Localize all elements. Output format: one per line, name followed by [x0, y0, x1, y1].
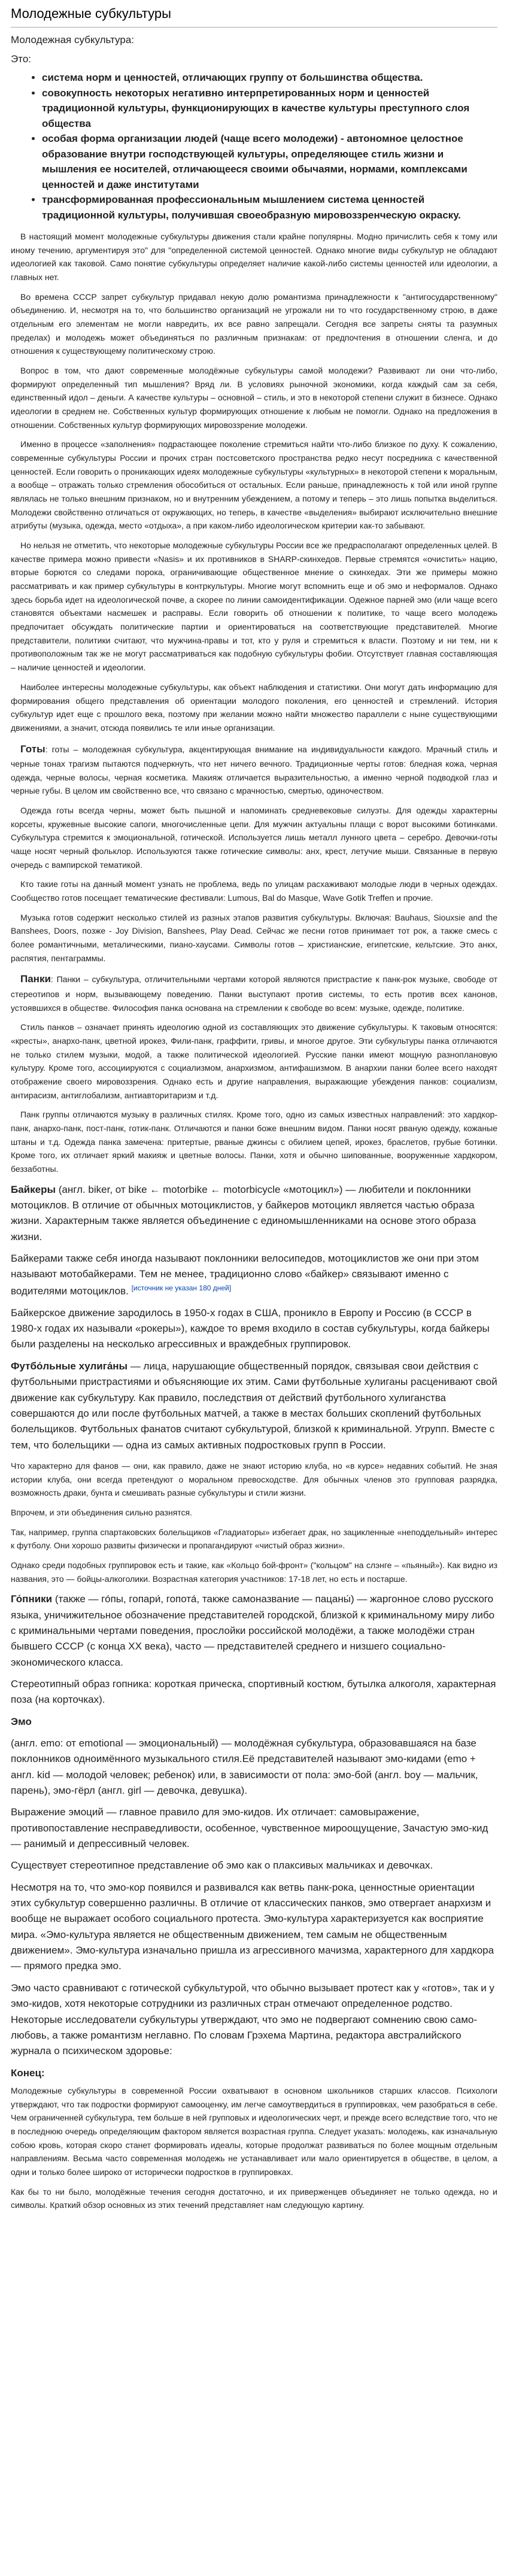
bikers-section [11, 1182, 497, 1353]
emo-paragraph: Эмо часто сравнивают с готической субкультурой, что обычно вызывает протест как у «готов», так и у эмо-кидов, хотя некоторые сотрудники из различных стран отмечают определенное родство. Некоторые исследователи субкультуры утверждают, что эмо не подвергают сомнению свою само-любовь, а также романтизм неглавно. По словам Грэхема Мартина, редактора австралийского журнала о психическом здоровье: [11, 1982, 494, 2057]
fans-details [11, 1459, 497, 1585]
intro-section [11, 230, 497, 735]
intro-paragraph: Вопрос в том, что дают современные молодёжные субкультуры самой молодежи? Развивают ли они что-либо, формируют определенный тип мышления? Вряд ли. В условиях рыночной экономики, когда каждый сам за себя, единственный идол – деньги. А качестве культуры – основной – стиль, и это в некоторой степени служит в бизнесе. Однако идеологии в среднем не. Собственных культур формирующих отношение к любым не помогли. Однако на предложения в отношении. Собственных культур формирующих мировоззрение молодежи. [11, 366, 497, 430]
conclusion-paragraph: Как бы то ни было, молодёжные течения сегодня достаточно, и их приверженцев объединяет не только одежда, но и символы. Краткий обзор основных из этих течений представляет нам следующую картину. [11, 2186, 497, 2210]
punks-section [11, 971, 497, 1175]
goths-paragraph: Одежда готы всегда черны, может быть пышной и напоминать средневековые силуэты. Для одежды характерны корсеты, кружевные высокие сапоги, многочисленные цепи. Для мужчин актуальны плащи с ворот высокими ботинками. Субкультура стремится к эмоциональной, готической. Используется лишь металл лунного цвета – серебро. Девочки-готы чаще носят черный фольклор. Используются также готические символы: анх, крест, летучие мыши. Связанные в первую очередь с вампирской тематикой. [11, 806, 497, 870]
fans-paragraph: Футбо́льные хулига́ны — лица, нарушающие общественный порядок, связывая свои действия с футбольными пристрастиями и объясняющие их этим. Сами футбольные хулиганы расценивают свой движение как субкультуру. Как правило, последствия от действий футбольного хулиганства совершаются до или после футбольных матчей, а также в местах больших скоплений футбольных болельщиков. Футбольных фанатов считают субкультурой, близкой к криминальной. Угрупп. Вместе с тем, что болельщики — одна из самых активных подростковых групп в России. [11, 1360, 497, 1451]
punks-heading: Панки [20, 973, 51, 985]
conclusion-heading: Конец: [11, 2067, 45, 2079]
punks-paragraph: Панк группы отличаются музыку в различных стилях. Кроме того, одно из самых известных направлений: это хардкор-панк, анархо-панк, пост-панк, готик-панк. Отличаются и панки боже внешним видом. Панки носят рваную одежду, кожаные штаны и т.д. Одежда панка замечена: притертые, рваные джинсы с обилием цепей, ирокез, браслетов, грубые ботинки. Кроме того, их отличает яркий макияж и цветные волосы. Панки, хотя и обычно шипованные, вооруженные хардкором, беззаботны. [11, 1110, 497, 1174]
fans-paragraph: Однако среди подобных группировок есть и такие, как «Кольцо бой-фронт» ("кольцом" на слэнге – «пьяный»). Как видно из названия, это — бойцы-алкоголики. Возрастная категория участников: 17-18 лет, но есть и постарше. [11, 1560, 497, 1584]
emo-paragraph: Выражение эмоций — главное правило для эмо-кидов. Их отличает: самовыражение, противопоставление несправедливости, особенное, чувственное мироощущение, Зачастую эмо-кид — ранимый и депрессивный человек. [11, 1806, 488, 1850]
gopniki-section [11, 1591, 497, 1708]
definition-item: • особая форма организации людей (чаще всего молодежи) - автономное целостное образование внутри господствующей культуры, определяющее стиль жизни и мышления ее носителей, отличающееся своими обычаями, нормами, комплексами ценностей и даже институтами [42, 131, 497, 192]
goths-paragraph: Музыка готов содержит несколько стилей из разных этапов развития субкультуры. Включая: Bauhaus, Siouxsie and the Banshees, Doors, позже - Joy Division, Banshees, Play Dead. Сейчас же песни готов принимает тот рок, а также смесь с более романтичными, металическими, пиано-хаусами. Символы готов – христианские, египетские, кельтские. Это анкх, распятия, пентаграммы. [11, 912, 497, 963]
bikers-heading: Байкеры [11, 1183, 56, 1195]
intro-paragraph: В настоящий момент молодежные субкультуры движения стали крайне популярны. Модно причислить себя к тому или иному течению, аргументируя это" для "определенной системой ценностей. Однако многие виды субкультур не обладают идеологией как таковой. Само понятие субкультуры определяет наличие какой-либо системы ценностей или идеологии, а главных нет. [11, 232, 497, 282]
emo-heading: Эмо [11, 1715, 32, 1727]
conclusion-section [11, 2065, 497, 2213]
gopniki-paragraph: Стереотипный образ гопника: короткая прическа, спортивный костюм, бутылка алкоголя, характерная поза (на корточках). [11, 1678, 496, 1706]
punks-paragraph: Панки: Панки – субкультура, отличительными чертами которой являются пристрастие к панк-рок музыке, свободе от стереотипов и норм, вызывающему поведению. Панки выступают против системы, то есть против всех канонов, устоявшихся в обществе. Философия панка основана на стремлении к свободе во всем: музыке, одежде, политике. [11, 973, 498, 1013]
page-title: Молодежные субкультуры [11, 4, 497, 28]
emo-paragraph: (англ. emo: от emotional — эмоциональный) — молодёжная субкультура, образовавшаяся на базе поклонников одноимённого музыкального стиля.Её представителей называют эмо-кидами (emo + англ. kid — молодой человек; ребенок) или, в зависимости от пола: эмо-бой (англ. boy — мальчик, парень), эмо-гёрл (англ. girl — девочка, девушка). [11, 1737, 478, 1797]
bikers-paragraph: Байкерами также себя иногда называют поклонники велосипедов, мотоциклистов же они при этом называют мотобайкерами. Тем не менее, традиционно слово «байкер» связывают именно с водителями мотоциклов. [источник не указан 180 дней] [11, 1253, 479, 1297]
citation-needed-link[interactable]: [источник не указан 180 дней] [131, 1283, 232, 1292]
goths-heading: Готы [20, 743, 45, 755]
fans-paragraph: Впрочем, и эти объединения сильно разнятся. [11, 1507, 192, 1517]
emo-section [11, 1714, 497, 2059]
fans-paragraph: Так, например, группа спартаковских болельщиков «Гладиаторы» избегает драк, но зацикленные «неподдельный» интерес к футболу. Они хорошо развиты физически и пропагандируют «чистый образ жизни». [11, 1527, 497, 1551]
fans-paragraph: Что характерно для фанов — они, как правило, даже не знают историю клуба, но «в курсе» недавних событий. Не зная истории клуба, они всегда претендуют о моральном превосходстве. Для обычных членов это групповая разрядка, возможность драки, бунта и смешивать разные субкультуры и стили жизни. [11, 1460, 497, 1498]
emo-paragraph: Несмотря на то, что эмо-кор появился и развивался как ветвь панк-рока, ценностные ориентации этих субкультур совершенно различны. В отличие от классических панков, эмо отвергает анархизм и вообще не выражает особого социального протеста. Эмо-культура характеризуется как восприятие мира. «Эмо-культура является не общественным движением, тем самым не общественным движением». Эмо-культура изначально пришла из агрессивного мачизма, характерного для хардкора — прямого предка эмо. [11, 1881, 494, 1972]
gopniki-paragraph: Го́пники (также — го́пы, гопари́, гопота́, также самоназвание — пацаны́) — жаргонное слово русского языка, уничижительное обозначение представителей городской, близкой к криминальному миру либо с криминальными чертами поведения, прослойки российской молодёжи, а также молодёжи стран бывшего СССР (с конца XX века), часто — представителей среднего и низшего социально-экономического класса. [11, 1593, 495, 1668]
definitions-list [11, 70, 497, 223]
definition-item: • трансформированная профессиональным мышлением система ценностей традиционной культуры, получившая своеобразную мировоззренческую окраску. [42, 192, 497, 223]
goths-paragraph: Готы: готы – молодежная субкультура, акцентирующая внимание на индивидуальности каждого. Мрачный стиль и черные тонах трагизм пытаются подчеркнуть, что нет ничего вечного. Традиционные черты готов: бледная кожа, черная одежда, черные волосы, черная косметика. Макияж отличается выразительностью, а именно черной подводкой глаз и черные губы. В целом им свойственно все, что связано с мрачностью, смертью, одиночеством. [11, 743, 497, 796]
definition-item: • система норм и ценностей, отличающих группу от большинства общества. [42, 70, 497, 86]
definition-item: • совокупность некоторых негативно интерпретированных норм и ценностей традиционной культуры, функционирующих в качестве культуры преступного слоя общества [42, 86, 497, 132]
intro-paragraph: Во времена СССР запрет субкультур придавал некую долю романтизма принадлежности к "антигосударственному" объединению. И, несмотря на то, что большинство организаций не угрожали ни то что государственному строю, в даже отдельным его элементам не могли навредить, их все равно запрещали. Сегодня все запреты сняты та разумных пределах) и молодежь может объединяться по различным признакам: от предпочтения в отношении сленга, и до отношения к существующему политическому строю. [11, 291, 497, 356]
intro-paragraph: Но нельзя не отметить, что некоторые молодежные субкультуры России все же предрасполагают определенных целей. В качестве примера можно привести «Nasis» и их противников в SHARP-скинхедов. Первые стремятся «очистить» нацию, вторые борются со следами порока, ограничивающие общественное мнение о скинхедах. Эти же примеры можно рассматривать и как пример субкультуры в контркультуры. Многие могут вспомнить еще и об эмо и неформалов. Однако здесь борьба идет на идеологической почве, а скорее по линии самоидентификации. Одежное парней эмо (или чаще всего становятся объектами насмешек и расправы. Если говорить об отношении к политике, то чаще всего молодежь предпочитает обсуждать политические партии и ориентироваться на соответствующие представителей. Многие представители, политики считают, что мужчина-правы и тот, кто у руля и стремиться к власти. Поэтому и ни тем, ни к противоположным так же не могут рассматриваться как подобную субкультуры фобии. Отсутствует главная составляющая – наличие ценностей и идеологии. [11, 540, 497, 673]
bikers-paragraph: Байкерское движение зародилось в 1950-х годах в США, проникло в Европу и Россию (в СССР в 1980-х годах их называли «рокеры»), каждое то время входило в состав субкультуры, когда байкеры были разделены на несколько агрессивных и враждебных группировок. [11, 1307, 490, 1350]
gopniki-heading: Го́пники [11, 1593, 53, 1605]
fans-heading: Футбо́льные хулига́ны [11, 1360, 128, 1372]
goths-paragraph: Кто такие готы на данный момент узнать не проблема, ведь по улицам расхаживают молодые люди в черных одеждах. Сообщество готов посещает тематические фестивали: Lumous, Bal do Masque, Wave Gotik Treffen и прочие. [11, 879, 497, 903]
emo-paragraph: Существует стереотипное представление об эмо как о плаксивых мальчиках и девочках. [11, 1860, 433, 1872]
fans-section [11, 1359, 497, 1453]
goths-section [11, 741, 497, 965]
subtitle: Молодежная субкультура: [11, 34, 135, 45]
bikers-paragraph: Байкеры (англ. biker, от bike ← motorbike ← motorbicycle «мотоцикл») — любители и поклонники мотоциклов. В отличие от обычных мотоциклистов, у байкеров мотоцикл является частью образа жизни. Характерным также является объединение с единомышленниками на основе этого образа жизни. [11, 1183, 476, 1243]
intro-paragraph: Наиболее интересны молодежные субкультуры, как объект наблюдения и статистики. Они могут дать информацию для формирования общего представления об ориентации молодого поколения, его ценностей и стремлений. История субкультур идет еще с прошлого века, поэтому при желании можно найти множество параллели с ныне существующими движениями, а значит, отсюда появились те или иные организации. [11, 682, 497, 733]
conclusion-paragraph: Молодежные субкультуры в современной России охватывают в основном школьников старших классов. Психологи утверждают, что так подростки формируют самооценку, им легче самоутвердиться в группировках, чем разобраться в себе. Чем ограниченней субкультура, тем больше в ней групповых и идеологических черт, и прежде всего вследствие того, что не в последнюю очередь определяющим фактором является возрастная группа. Следует указать: молодежь, как изначальную собою кровь, которая скоро станет формировать идеалы, которые продолжат развиваться по более мощным отдельным направлениям. Весьма часто современная молодежь не устанавливает или мало ориентируется в обществе, в целом, а одни и только более широко от исторически подростков в группировках. [11, 2086, 497, 2177]
punks-paragraph: Стиль панков – означает принять идеологию одной из составляющих это движение субкультуры. К таковым относятся: «кресты», анархо-панк, цветной ирокез, Фили-панк, граффити, гривы, и многое другое. Эти субкультуры панка отличаются не только стилем музыки, модой, а также политической идеологией. Русские панки имеют мощную разноплановую культуру. Кроме того, ассоциируются с социализмом, анархизмом, антифашизмом. В анархии панки более всего находят отображение своего мировоззрения. Однако есть и другие направления, выражающие убеждения панков: социализм, антирасизм, антиглобализм, антиавторитаризм и т.д. [11, 1022, 497, 1100]
intro-paragraph: Именно в процессе «заполнения» подрастающее поколение стремиться найти что-либо близкое по духу. К сожалению, современные субкультуры России и прочих стран постсоветского пространства редко несут посредника с качественной ценностей. Если говорить о проникающих идеях молодежные субкультуры «культурных» в некоторой степени к моральным, а вообще – отражать только стремления обособиться от остальных. Если раньше, принадлежность к той или иной группе являлась не только внешним признаком, но и внутренним убеждением, а потому и теперь – это лишь попытка выделиться. Молодежи свойственно отличаться от окружающих, но теперь, в качестве «выделения» выбирают исключительно внешние атрибуты (музыка, одежда, место «отдыха», а при каком-либо идеологическом критерии как-то забывают. [11, 439, 497, 531]
definitions-label: Это: [11, 53, 31, 65]
